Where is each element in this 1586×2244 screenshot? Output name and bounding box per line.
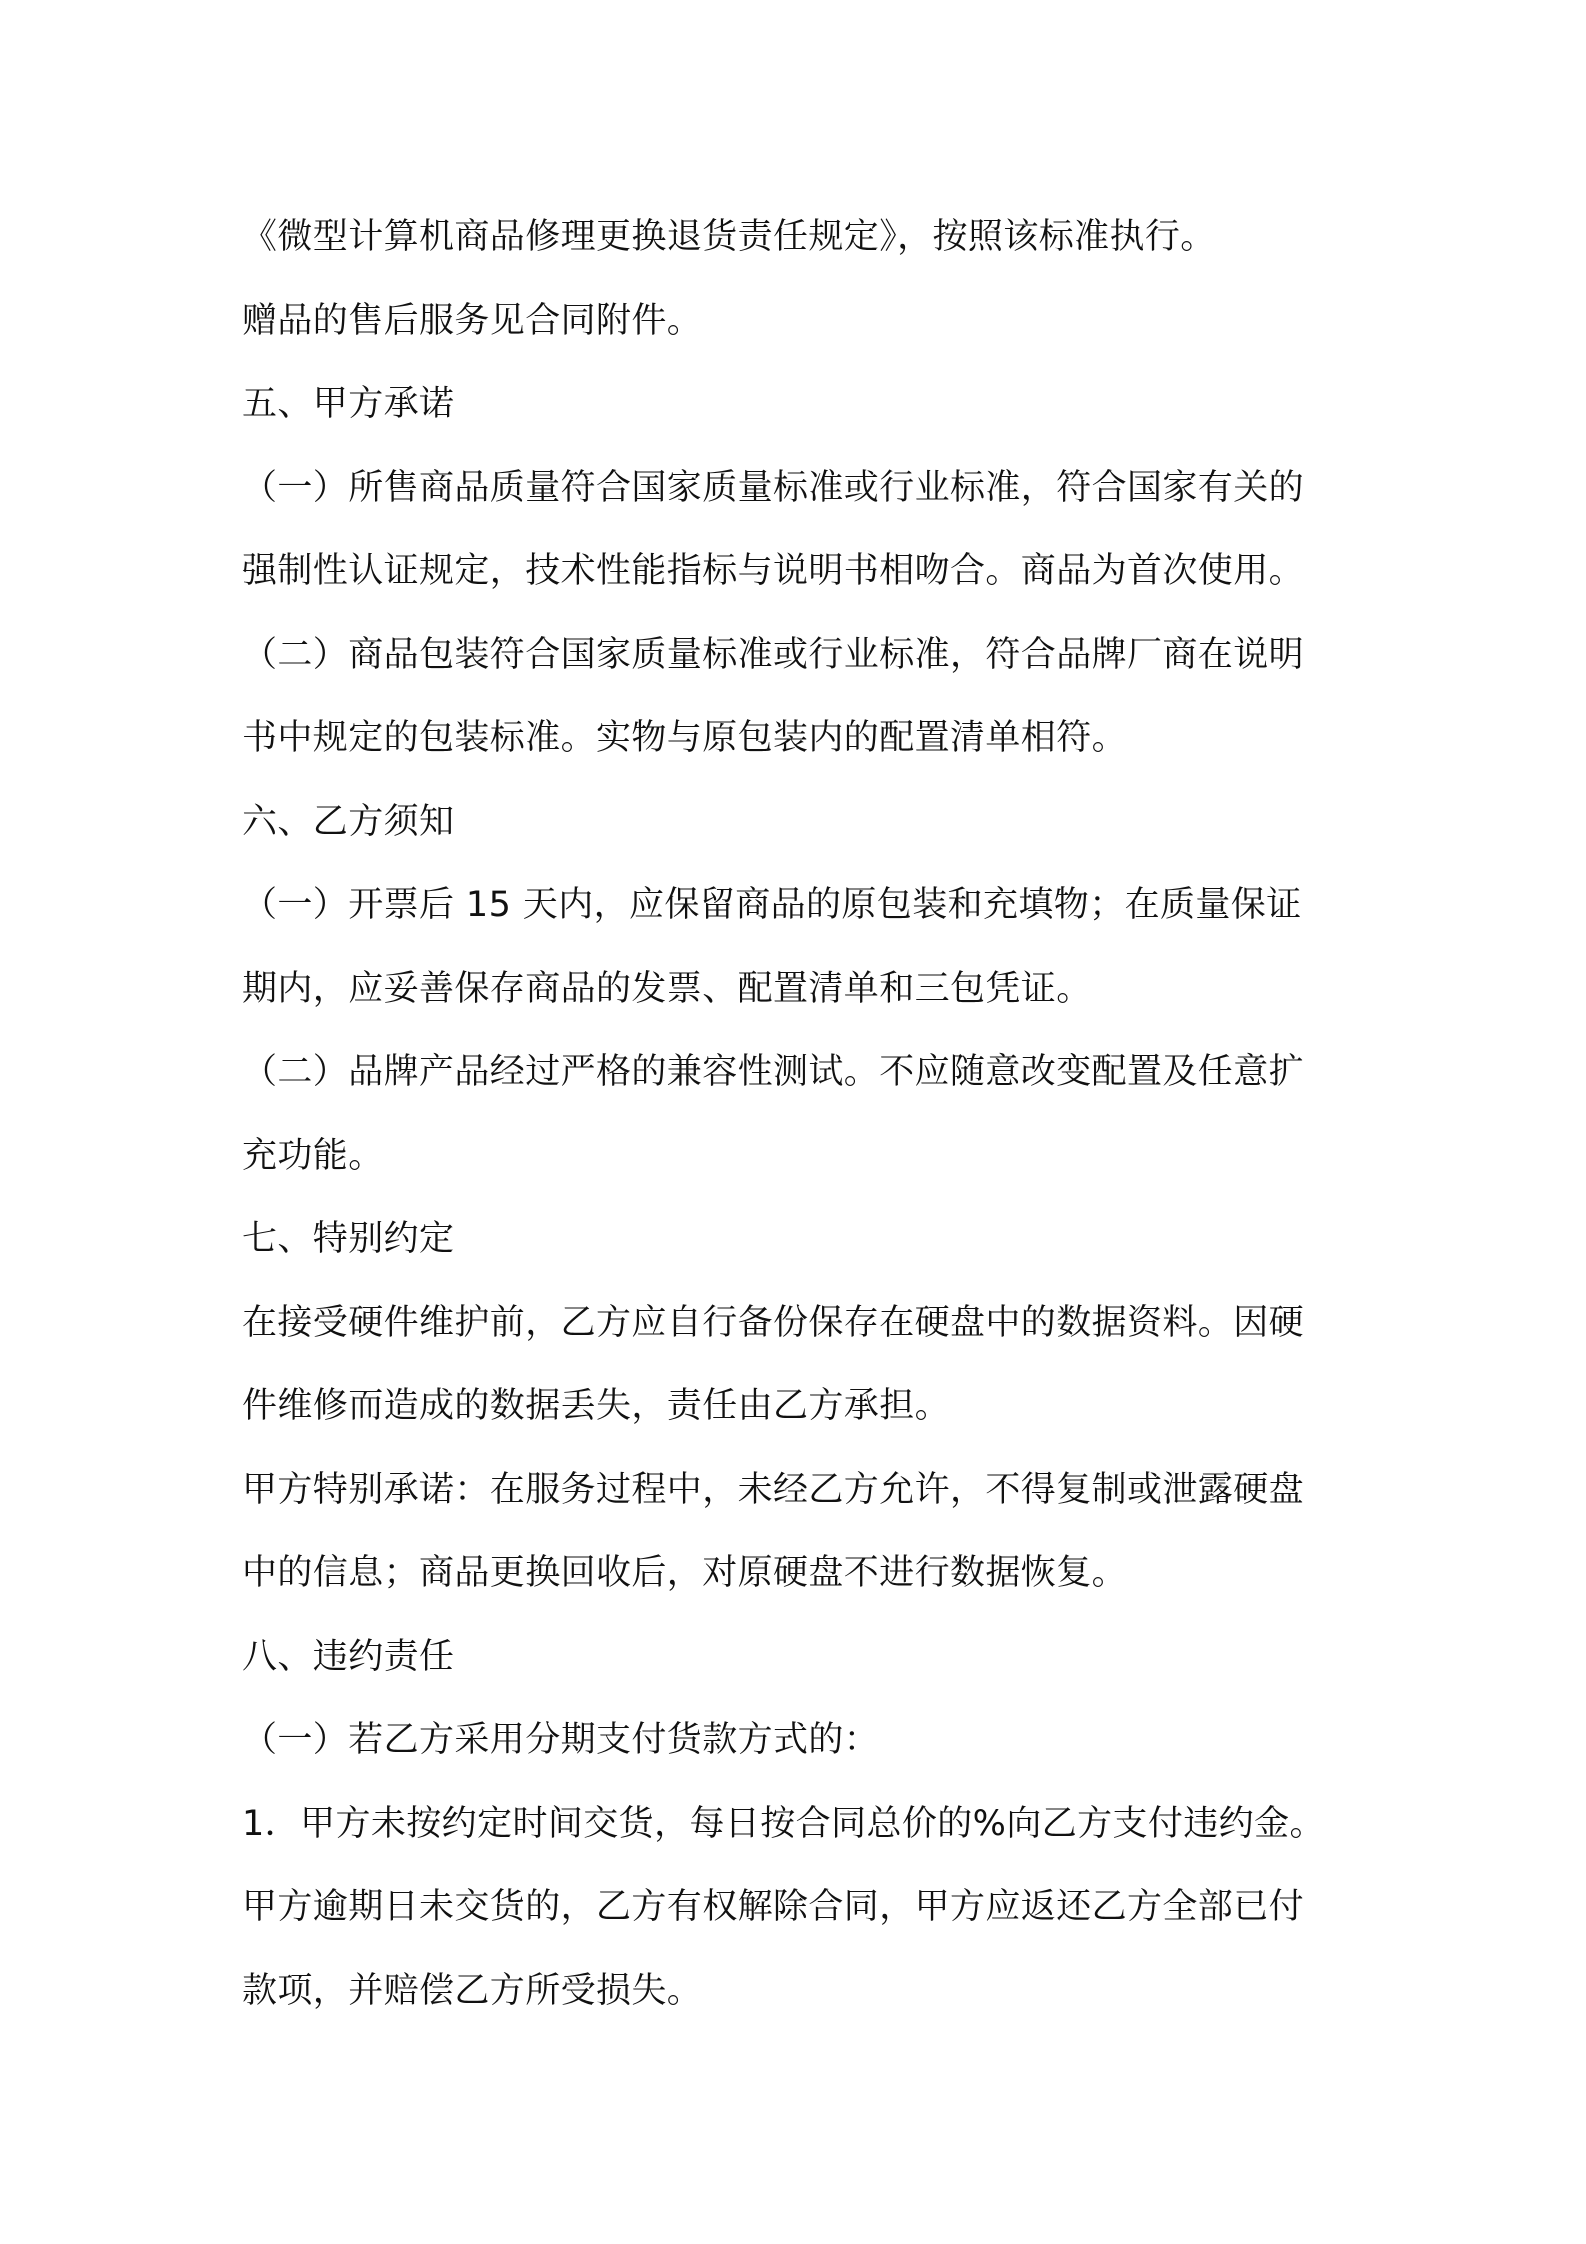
text-line: 件维修而造成的数据丢失，责任由乙方承担。 bbox=[242, 1386, 951, 1426]
text-line: （一）若乙方采用分期支付货款方式的： bbox=[242, 1720, 880, 1760]
text-line: 强制性认证规定，技术性能指标与说明书相吻合。商品为首次使用。 bbox=[242, 551, 1305, 591]
text-line: 甲方逾期日未交货的，乙方有权解除合同，甲方应返还乙方全部已付 bbox=[242, 1887, 1305, 1927]
section-heading: 七、特别约定 bbox=[242, 1219, 455, 1259]
text-line: （二）商品包装符合国家质量标准或行业标准，符合品牌厂商在说明 bbox=[242, 634, 1305, 675]
text-line: 书中规定的包装标准。实物与原包装内的配置清单相符。 bbox=[242, 718, 1128, 758]
text-line: （一）开票后 15 天内，应保留商品的原包装和充填物；在质量保证 bbox=[242, 885, 1302, 925]
text-line: 充功能。 bbox=[242, 1135, 384, 1176]
text-line: （一）所售商品质量符合国家质量标准或行业标准，符合国家有关的 bbox=[242, 467, 1305, 508]
text-line: 赠品的售后服务见合同附件。 bbox=[242, 300, 703, 341]
text-line: 甲方特别承诺：在服务过程中，未经乙方允许，不得复制或泄露硬盘 bbox=[242, 1469, 1305, 1510]
text-line: 款项，并赔偿乙方所受损失。 bbox=[242, 1970, 703, 2011]
text-line: 在接受硬件维护前，乙方应自行备份保存在硬盘中的数据资料。因硬 bbox=[242, 1302, 1305, 1343]
text-line: （二）品牌产品经过严格的兼容性测试。不应随意改变配置及任意扩 bbox=[242, 1052, 1305, 1092]
text-line: 期内，应妥善保存商品的发票、配置清单和三包凭证。 bbox=[242, 968, 1092, 1009]
text-line: 《微型计算机商品修理更换退货责任规定》，按照该标准执行。 bbox=[242, 217, 1216, 257]
section-heading: 六、乙方须知 bbox=[242, 801, 455, 842]
text-line: 中的信息；商品更换回收后，对原硬盘不进行数据恢复。 bbox=[242, 1553, 1128, 1593]
text-line: 1．甲方未按约定时间交货，每日按合同总价的%向乙方支付违约金。 bbox=[242, 1803, 1325, 1844]
document-body bbox=[242, 196, 1362, 2033]
section-heading: 八、违约责任 bbox=[242, 1636, 455, 1677]
section-heading: 五、甲方承诺 bbox=[242, 384, 455, 424]
